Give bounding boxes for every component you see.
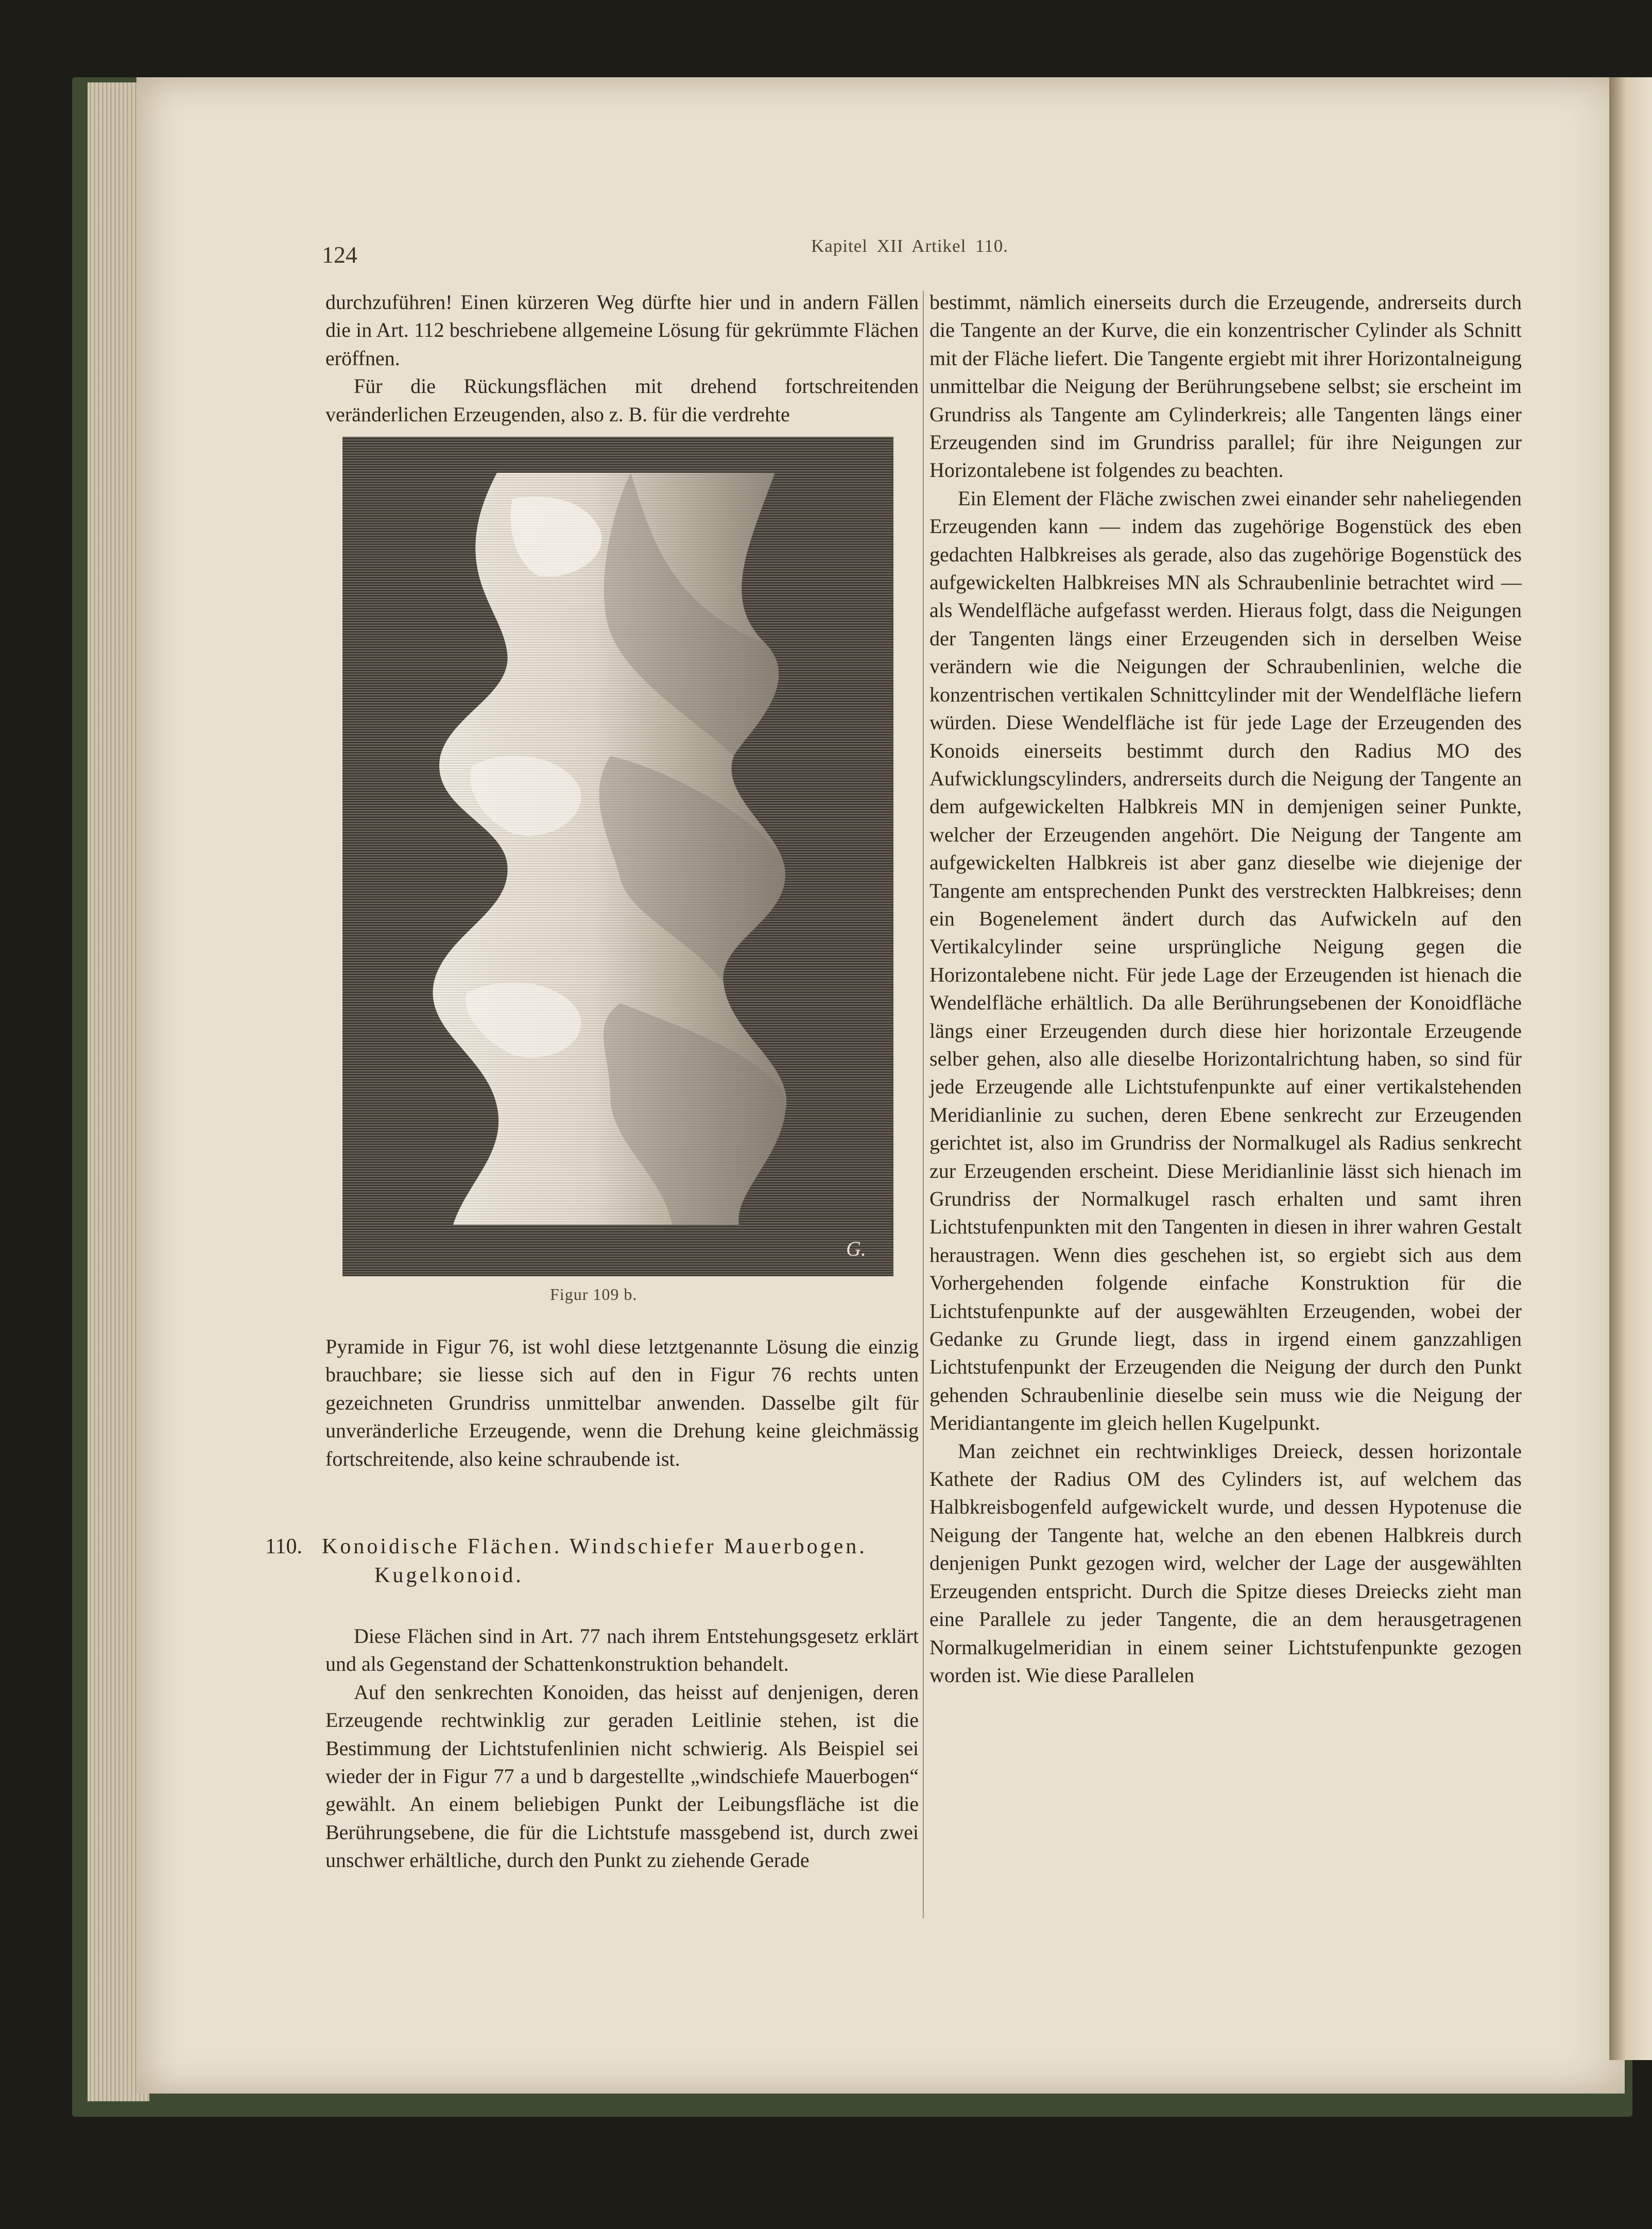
paragraph: durchzuführen! Einen kürzeren Weg dürfte hier und in andern Fällen die in Art. 112 beschriebene allgemeine Lösung für gekrümmte Flächen eröffnen.	[325, 290, 919, 370]
figure-109b	[342, 437, 893, 1276]
paragraph: Ein Element der Fläche zwischen zwei einander sehr naheliegenden Erzeugenden kann — indem das zugehörige Bogenstück des eben gedachten Halbkreises als gerade, also das zugehörige Bogenstück des aufgewickelten Halbkreises MN als Schraubenlinie betrachtet wird — als Wendelfläche aufgefasst werden. Hieraus folgt, dass die Neigungen der Tangenten längs einer Erzeugenden sich in derselben Weise verändern wie die Neigungen der Schraubenlinien, welche die konzentrischen vertikalen Schnittcylinder mit der Wendelfläche liefern würden. Diese Wendelfläche ist für jede Lage der Erzeugenden des Konoids einerseits bestimmt durch den Radius MO des Aufwicklungscylinders, andrerseits durch die Neigung der Tangente an dem aufgewickelten Halbkreis MN in demjenigen seiner Punkte, welcher der Erzeugenden angehört. Die Neigung der Tangente am aufgewickelten Halbkreis ist aber ganz dieselbe wie diejenige der Tangente am entsprechenden Punkt des verstreckten Halbkreises; denn ein Bogenelement ändert durch das Aufwickeln auf den Vertikalcylinder seine ursprüngliche Neigung gegen die Horizontalebene nicht. Für jede Lage der Erzeugenden ist hienach die Wendelfläche erhältlich. Da alle Berührungsebenen der Konoidfläche längs einer Erzeugenden durch diese hier horizontale Erzeugende selber gehen, also alle dieselbe Horizontalrichtung haben, so sind für jede Erzeugende alle Lichtstufenpunkte auf einer vertikalstehenden Meridianlinie zu suchen, deren Ebene senkrecht zur Erzeugenden gerichtet ist, also im Grundriss der Normalkugel als Radius senkrecht zur Erzeugenden erscheint. Diese Meridianlinie lässt sich hienach im Grundriss der Normalkugel rasch erhalten und samt ihren Lichtstufenpunkten mit den Tangenten in diesen in ihrer wahren Gestalt heraustragen. Wenn dies geschehen ist, so ergiebt sich aus dem Vorhergehenden folgende einfache Konstruktion für die Lichtstufenpunkte auf der ausgewählten Erzeugenden, wobei der Gedanke zu Grunde liegt, dass in irgend einem ganzzahligen Lichtstufenpunkt der Erzeugenden die Neigung der durch den Punkt gehenden Schraubenlinie dieselbe sein muss wie die Neigung der Meridiantangente im gleich hellen Kugelpunkt.	[930, 486, 1522, 1435]
page-number: 124	[322, 242, 357, 268]
paragraph: bestimmt, nämlich einerseits durch die Erzeugende, andrerseits durch die Tangente an der Kurve, die ein konzentrischer Cylinder als Schnitt mit der Fläche liefert. Die Tangente ergiebt mit ihrer Horizontalneigung unmittelbar die Neigung der Berührungsebene selbst; sie erscheint im Grundriss als Tangente am Cylinderkreis; alle Tangenten längs einer Erzeugenden sind im Grundriss parallel; für ihre Neigungen zur Horizontalebene ist folgendes zu beachten.	[930, 290, 1522, 482]
paragraph: Man zeichnet ein rechtwinkliges Dreieck, dessen horizontale Kathete der Radius OM des Cylinders ist, auf welchem das Halbkreisbogenfeld aufgewickelt wurde, und dessen Hypotenuse die Neigung der Tangente hat, welche an den ebenen Halbkreis durch denjenigen Punkt gezogen wird, welcher der Lage der ausgewählten Erzeugenden entspricht. Durch die Spitze dieses Dreiecks zieht man eine Parallele zu jeder Tangente, die an dem herausgetragenen Normalkugelmeridian in einem seiner Lichtstufenpunkte gezogen worden ist. Wie diese Parallelen	[930, 1439, 1522, 1687]
section-subtitle: Kugelkonoid.	[374, 1564, 524, 1587]
paragraph: Für die Rückungsflächen mit drehend fortschreitenden veränderlichen Erzeugenden, also z. B. für die verdrehte	[325, 374, 919, 426]
left-column-bottom	[325, 1622, 919, 1875]
paragraph: Auf den senkrechten Konoiden, das heisst auf denjenigen, deren Erzeugende rechtwinklig zur geraden Leitlinie stehen, ist die Bestimmung der Lichtstufenlinien nicht schwierig. Als Beispiel sei wieder der in Figur 77 a und b dargestellte „windschiefe Mauerbogen“ gewählt. An einem beliebigen Punkt der Leibungsfläche ist die Berührungsebene, die für die Lichtstufe massgebend ist, durch zwei unschwer erhältliche, durch den Punkt zu ziehende Gerade	[325, 1680, 919, 1872]
section-heading	[265, 1532, 924, 1590]
column-divider	[923, 291, 924, 1918]
figure-caption: Figur 109 b.	[550, 1285, 638, 1304]
section-number: 110.	[265, 1535, 302, 1558]
artist-signature: G.	[846, 1237, 866, 1260]
paragraph: Pyramide in Figur 76, ist wohl diese letztgenannte Lösung die einzig brauchbare; sie liesse sich auf den in Figur 76 rechts unten gezeichneten Grundriss unmittelbar anwenden. Dasselbe gilt für unveränderliche Erzeugende, wenn die Drehung keine gleichmässig fortschreitende, also keine schraubende ist.	[325, 1335, 919, 1470]
section-title: Konoidische Flächen. Windschiefer Mauerbogen.	[322, 1535, 867, 1558]
left-column-top	[325, 288, 919, 428]
left-column-middle	[325, 1333, 919, 1473]
twisted-surface-illustration	[342, 437, 893, 1276]
right-column	[930, 288, 1522, 1689]
running-head: Kapitel XII Artikel 110.	[811, 236, 1009, 256]
facing-page-edge	[1609, 77, 1652, 2060]
paragraph: Diese Flächen sind in Art. 77 nach ihrem Entstehungsgesetz erklärt und als Gegenstand der Schattenkonstruktion behandelt.	[325, 1624, 919, 1676]
